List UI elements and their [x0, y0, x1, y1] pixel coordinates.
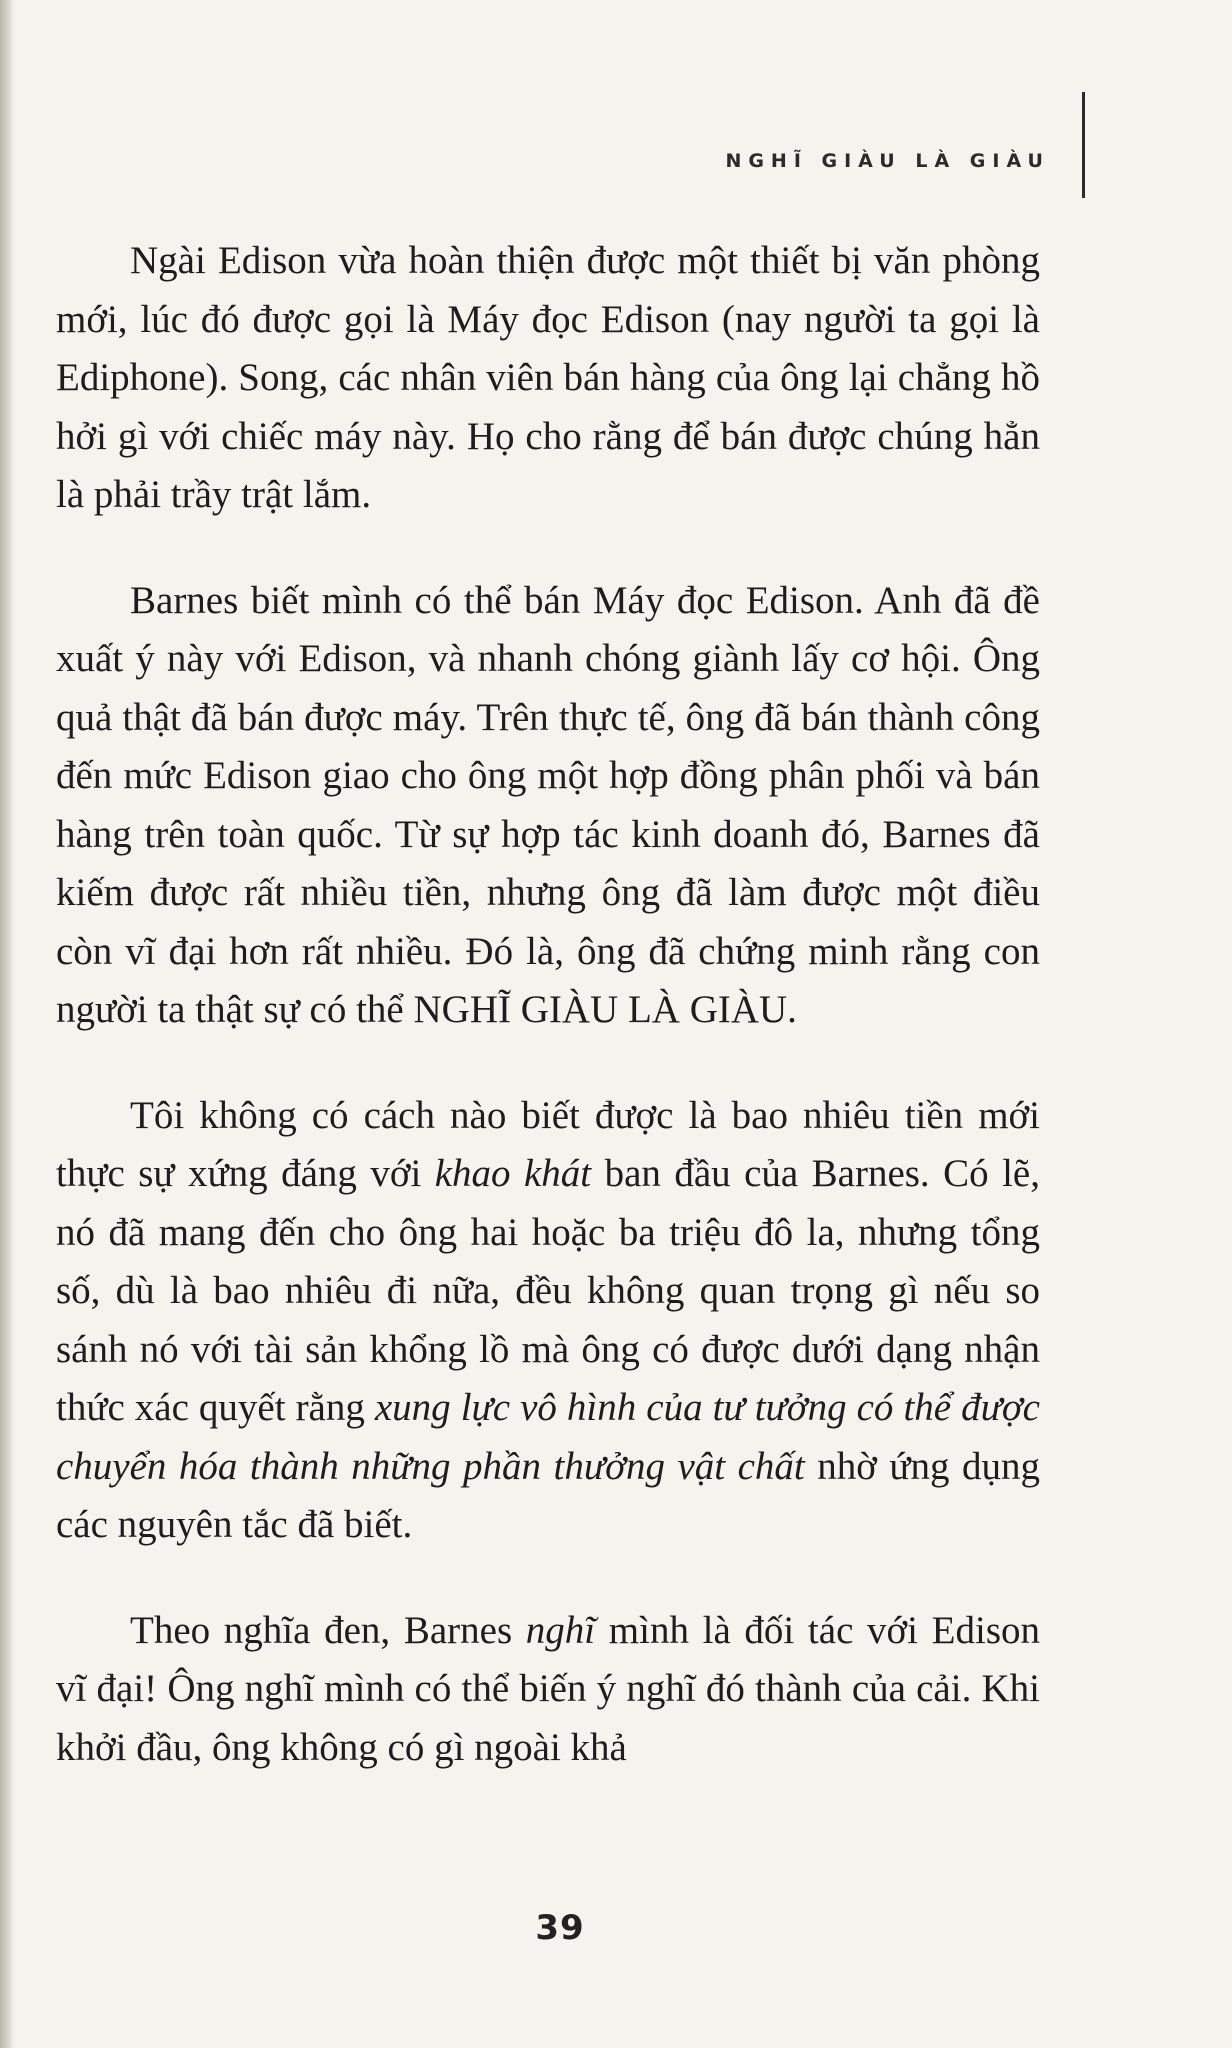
emphasis-text: nghĩ [525, 1608, 596, 1652]
paragraph [56, 1602, 1040, 1778]
text-segment: Barnes biết mình có thể bán Máy đọc Edison. Anh đã đề xuất ý này với Edison, và nhanh chóng giành lấy cơ hội. Ông quả thật đã bán được máy. Trên thực tế, ông đã bán thành công đến mức Edison giao cho ông một hợp đồng phân phối và bán hàng trên toàn quốc. Từ sự hợp tác kinh doanh đó, Barnes đã kiếm được rất nhiều tiền, nhưng ông đã làm được một điều còn vĩ đại hơn rất nhiều. Đó là, ông đã chứng minh rằng con người ta thật sự có thể NGHĨ GIÀU LÀ GIÀU. [56, 578, 1040, 1031]
emphasis-text: khao khát [434, 1152, 592, 1195]
paragraph [56, 572, 1040, 1040]
text-segment: ban đầu của Barnes. Có lẽ, nó đã mang đến cho ông hai hoặc ba triệu đô la, nhưng tổng số, dù là bao nhiêu đi nữa, đều không quan trọng gì nếu so sánh nó với tài sản khổng lồ mà ông có được dưới dạng nhận thức xác quyết rằng [56, 1152, 1040, 1429]
emphasis-text: xung lực vô hình của tư tưởng có thể được chuyển hóa thành những phần thưởng vật chất [56, 1386, 1040, 1488]
header-vertical-rule [1082, 92, 1085, 198]
running-header: NGHĨ GIÀU LÀ GIÀU [725, 150, 1050, 172]
book-gutter-shadow [0, 0, 14, 2048]
paragraph [56, 232, 1040, 525]
text-segment: Theo nghĩa đen, Barnes [130, 1608, 526, 1652]
paragraph [56, 1087, 1040, 1555]
text-segment: mình là đối tác với Edison vĩ đại! Ông nghĩ mình có thể biến ý nghĩ đó thành của cải. Khi khởi đầu, ông không có gì ngoài khả [56, 1608, 1040, 1769]
body-text [56, 232, 1040, 1777]
text-segment: Ngài Edison vừa hoàn thiện được một thiết bị văn phòng mới, lúc đó được gọi là Máy đọc Edison (nay người ta gọi là Ediphone). Song, các nhân viên bán hàng của ông lại chẳng hồ hởi gì với chiếc máy này. Họ cho rằng để bán được chúng hẳn là phải trầy trật lắm. [56, 239, 1040, 516]
text-segment: Tôi không có cách nào biết được là bao nhiêu tiền mới thực sự xứng đáng với [56, 1093, 1040, 1195]
page-number: 39 [535, 1908, 585, 1948]
text-segment: nhờ ứng dụng các nguyên tắc đã biết. [56, 1444, 1041, 1546]
